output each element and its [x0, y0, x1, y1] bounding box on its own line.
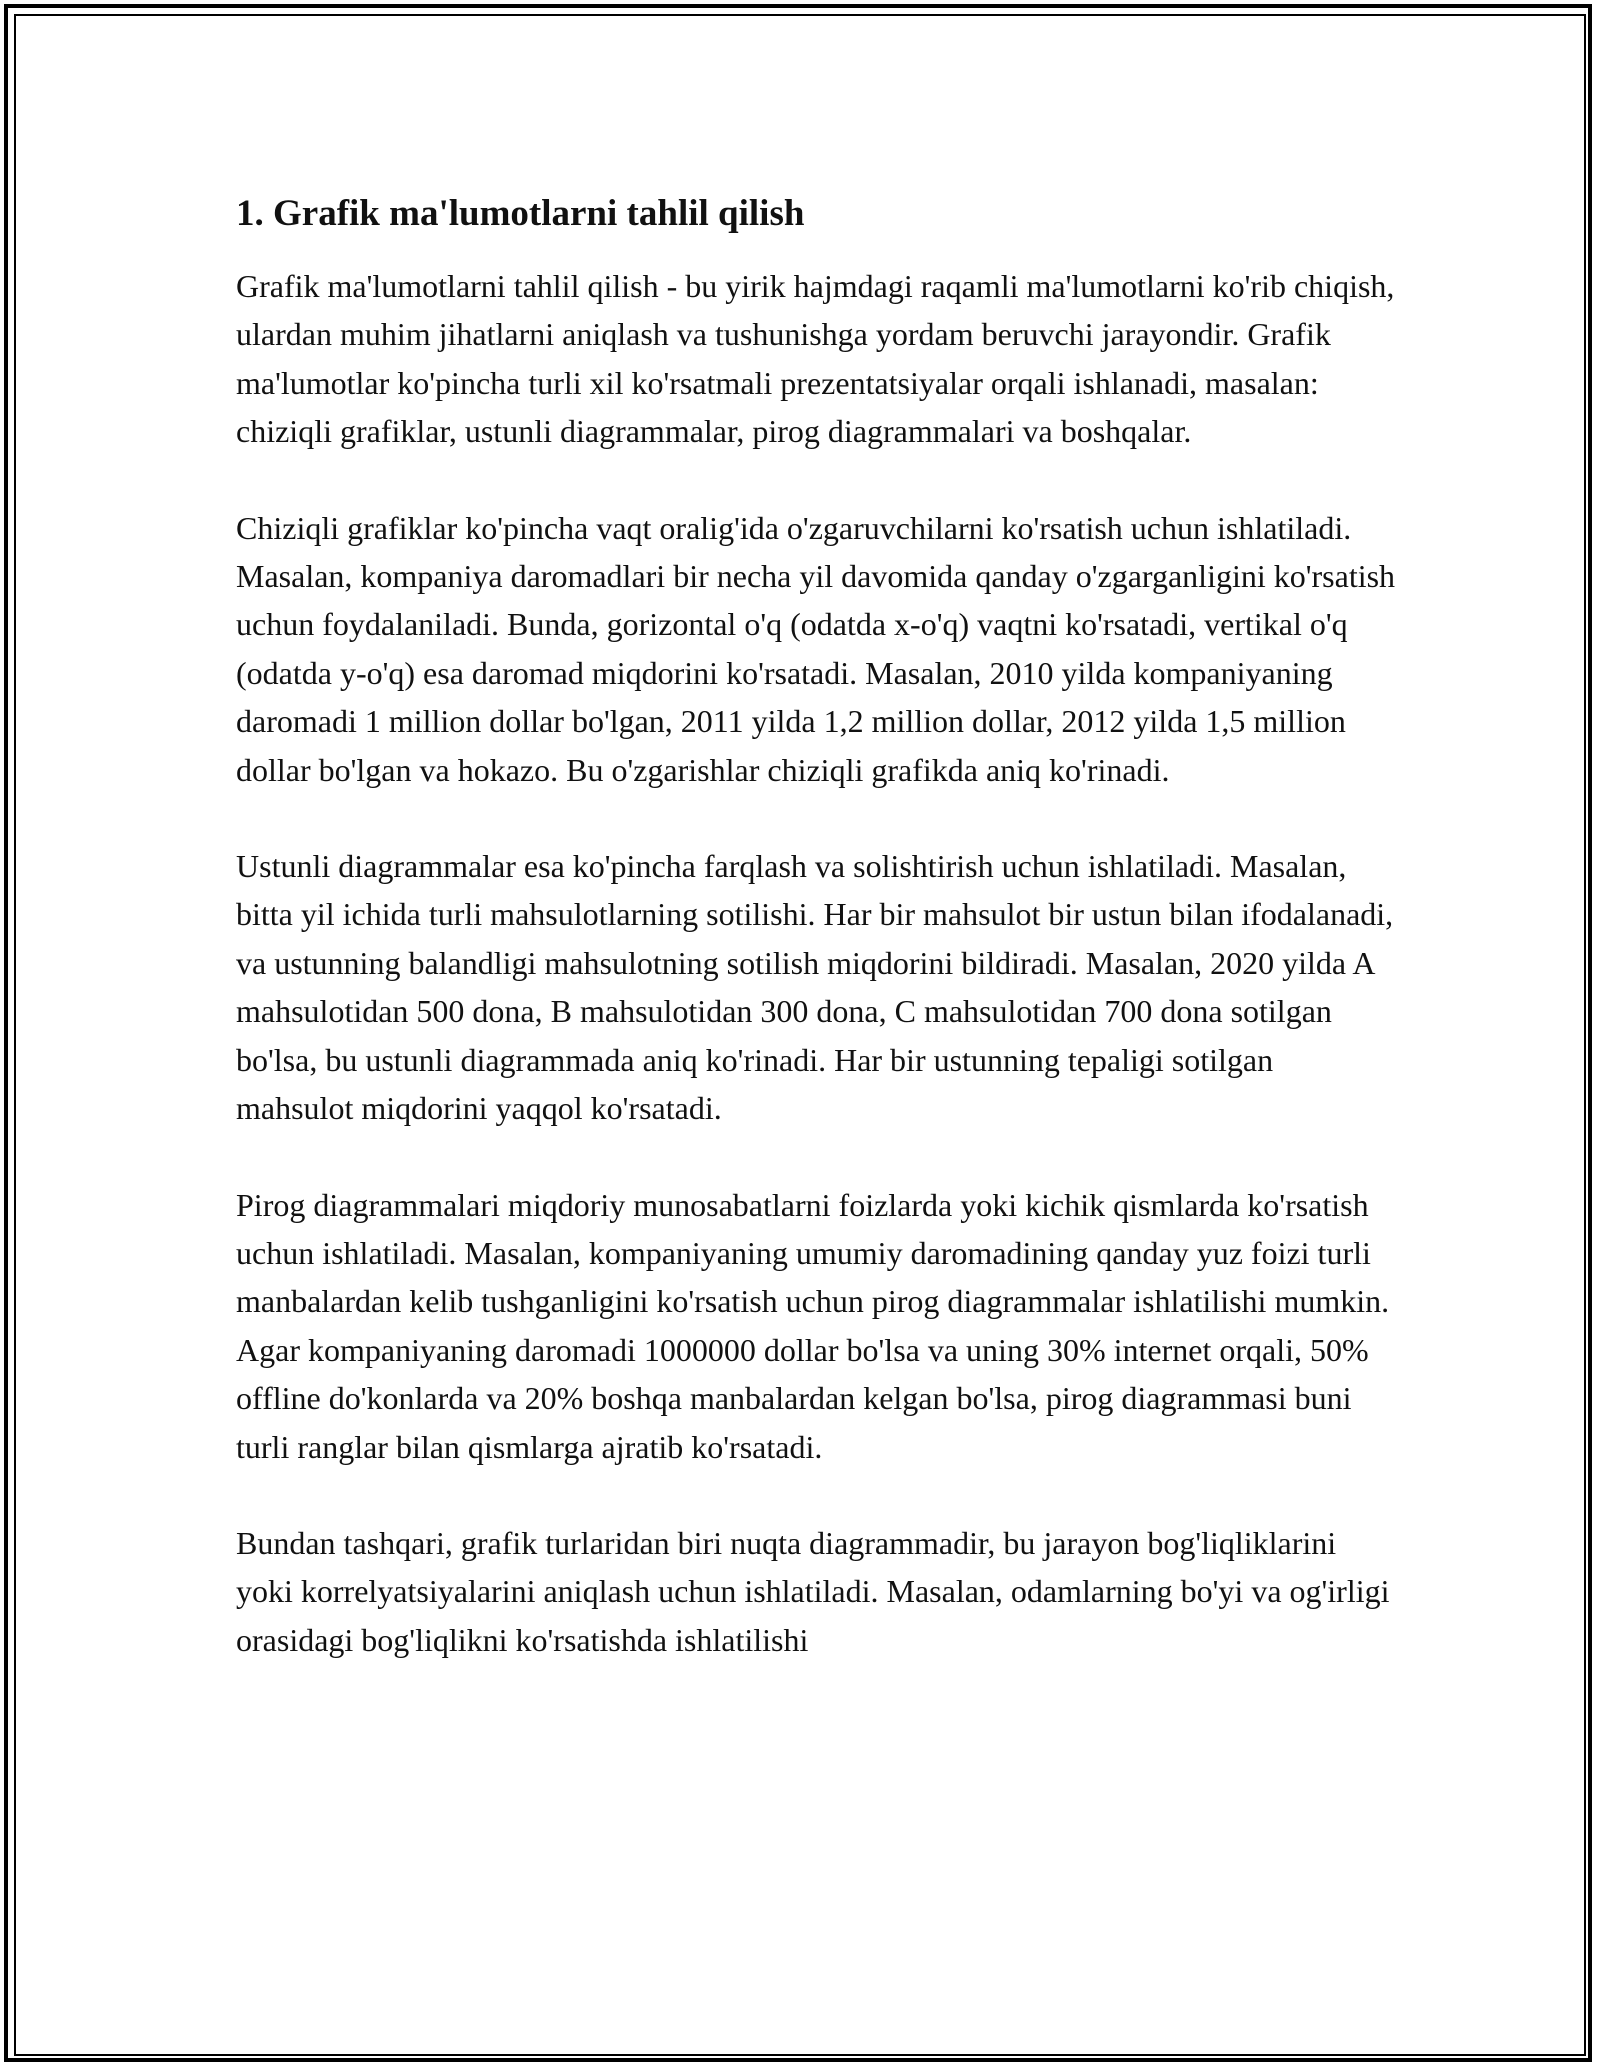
document-body: [236, 188, 1396, 1712]
paragraph-intro: Grafik ma'lumotlarni tahlil qilish - bu yirik hajmdagi raqamli ma'lumotlarni ko'rib chiqish, ulardan muhim jihatlarni aniqlash va tushunishga yordam beruvchi jarayondir. Grafik ma'lumotlar ko'pincha turli xil ko'rsatmali prezentatsiyalar orqali ishlanadi, masalan: chiziqli grafiklar, ustunli diagrammalar, pirog diagrammalari va boshqalar.: [236, 268, 1395, 450]
paragraph-pie-charts: Pirog diagrammalari miqdoriy munosabatlarni foizlarda yoki kichik qismlarda ko'rsatish uchun ishlatiladi. Masalan, kompaniyaning umumiy daromadining qanday yuz foizi turli manbalardan kelib tushganligini ko'rsatish uchun pirog diagrammalar ishlatilishi mumkin. Agar kompaniyaning daromadi 1000000 dollar bo'lsa va uning 30% internet orqali, 50% offline do'konlarda va 20% boshqa manbalardan kelgan bo'lsa, pirog diagrammasi buni turli ranglar bilan qismlarga ajratib ko'rsatadi.: [236, 1186, 1390, 1465]
section-heading: 1. Grafik ma'lumotlarni tahlil qilish: [236, 193, 805, 234]
paragraph-line-charts: Chiziqli grafiklar ko'pincha vaqt oralig'ida o'zgaruvchilarni ko'rsatish uchun ishlatiladi. Masalan, kompaniya daromadlari bir necha yil davomida qanday o'zgarganligini ko'rsatish uchun foydalaniladi. Bunda, gorizontal o'q (odatda x-o'q) vaqtni ko'rsatadi, vertikal o'q (odatda y-o'q) esa daromad miqdorini ko'rsatadi. Masalan, 2010 yilda kompaniyaning daromadi 1 million dollar bo'lgan, 2011 yilda 1,2 million dollar, 2012 yilda 1,5 million dollar bo'lgan va hokazo. Bu o'zgarishlar chiziqli grafikda aniq ko'rinadi.: [236, 509, 1396, 788]
paragraph-bar-charts: Ustunli diagrammalar esa ko'pincha farqlash va solishtirish uchun ishlatiladi. Masalan, bitta yil ichida turli mahsulotlarning sotilishi. Har bir mahsulot bir ustun bilan ifodalanadi, va ustunning balandligi mahsulotning sotilish miqdorini bildiradi. Masalan, 2020 yilda A mahsulotidan 500 dona, B mahsulotidan 300 dona, C mahsulotidan 700 dona sotilgan bo'lsa, bu ustunli diagrammada aniq ko'rinadi. Har bir ustunning tepaligi sotilgan mahsulot miqdorini yaqqol ko'rsatadi.: [236, 848, 1394, 1127]
paragraph-scatter-charts: Bundan tashqari, grafik turlaridan biri nuqta diagrammadir, bu jarayon bog'liqliklarini yoki korrelyatsiyalarini aniqlash uchun ishlatiladi. Masalan, odamlarning bo'yi va og'irligi orasidagi bog'liqlikni ko'rsatishda ishlatilishi: [236, 1524, 1390, 1658]
